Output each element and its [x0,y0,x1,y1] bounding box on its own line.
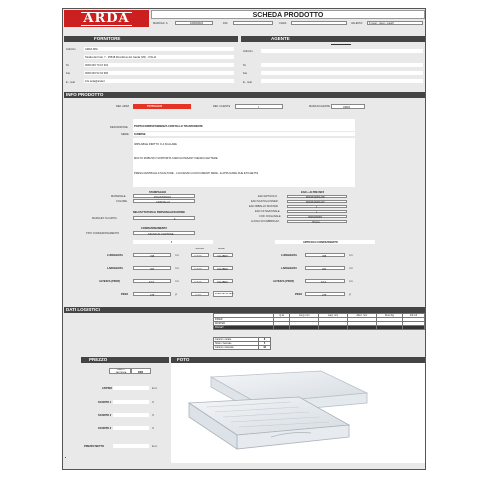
franco-value: DDP [138,370,144,374]
logistici-cell[interactable] [290,326,319,330]
prezzo-unit: Euro [152,445,158,448]
logistici-col: Larg. mm [319,314,347,318]
ean-label: EAN IMBALLO MASTER [249,205,278,208]
summary-label: Cartoni x bancale [214,346,259,350]
ean-value: 3926100000 [308,215,323,219]
ean-value: ITALIA [312,220,320,224]
dim-tol-field [191,279,209,283]
logistici-col: Q.ta [274,314,290,318]
agente-label: Fax [243,72,248,75]
agente-tel-field[interactable] [261,63,423,67]
colore-value: CRISTALLO [156,200,171,204]
dim-tol: +/- 3% [195,293,201,296]
prezzo-unit: % [152,427,155,430]
franco-label-box [109,368,131,374]
prezzo-unit: % [152,414,155,417]
marca-field[interactable] [331,104,365,109]
dim-value: 338 [150,254,155,258]
tipo-conf-label: TIPO CONFEZIONAMENTO [86,232,120,235]
dim-value-field[interactable] [133,292,171,296]
dim-tol-field [191,253,209,257]
fornitore-block [64,43,238,89]
prezzo-input[interactable] [113,413,149,417]
dim-right-field[interactable] [305,279,345,283]
dim-value-field[interactable] [133,253,171,257]
dati-logistici-heading: DATI LOGISTICI [64,307,426,313]
ean-label: LUOGO DI FABBRICAZ. [251,220,280,223]
dim-unit: mm [175,254,179,257]
dim-right-value: 67,0 [321,280,327,284]
fornitore-email-field[interactable] [84,79,234,83]
serie-field[interactable] [133,132,355,136]
dim-label-right: ALTEZZA (PROF) [273,280,295,283]
foto-heading-text: FOTO [177,357,190,362]
header-field-value: 16/03/2024 [190,22,203,25]
letter-tray-image [171,363,425,463]
summary-label: Cartoni x strato [214,338,259,342]
product-photo [171,363,425,463]
header-fields [151,20,425,27]
fornitore-tel-field[interactable] [84,63,234,67]
prezzo-label: SCONTO 2 [98,414,112,417]
logistici-col: Vol.m3 [402,314,424,318]
table-row [214,346,271,350]
fornitore-tel: 0039 045 70 10 391 [85,63,109,67]
logistici-col: Lung. mm [290,314,319,318]
ean-field[interactable] [287,205,347,209]
prezzo-block [81,363,169,451]
serie-value: SUNRISE [134,132,146,136]
ean-label: COD. DOGANALE [259,215,281,218]
tipo-conf-value: SFUSO IN CARTONE [148,232,174,236]
info-prodotto-heading: INFO PRODOTTO [64,92,426,98]
header-field-label: VALIDITA': [351,21,364,25]
arda-logo [64,10,149,27]
ean-field[interactable] [287,195,347,199]
tipo-conf-field[interactable] [133,231,195,235]
dim-label: LUNGHEZZA [107,254,123,257]
dim-met: CALIBRO [217,267,229,271]
agente-block [241,43,426,89]
logistici-cell: INNER [214,318,274,322]
colore-field[interactable] [133,199,195,203]
dims-left-heading [133,240,213,244]
fornitore-label: E - mail [66,81,75,84]
dim-unit: mm [175,267,179,270]
agente-label: E - mail [243,81,252,84]
prezzo-heading-text: PREZZO [89,357,108,362]
ref-arda-label: REF. ARDA [116,105,130,108]
franco-value-box[interactable] [131,368,151,374]
materiale-value: POLISTIROLO [154,195,172,199]
ref-arda-field[interactable] [133,104,191,109]
logistici-col: Peso Kg [376,314,402,318]
logo-text: ARDA [83,10,130,26]
dim-unit: gr [175,293,178,296]
descrizione-field[interactable] [133,119,355,131]
dim-right-unit: mm [349,280,353,283]
logistici-cell: MASTER [214,322,274,326]
dim-label-right: LUNGHEZZA [281,254,297,257]
summary-value[interactable]: 8 [259,338,271,342]
confezionamento-heading: CONFEZIONAMENTO [141,227,168,230]
dim-label: LARGHEZZA [107,267,123,270]
header-field-box[interactable] [291,21,347,25]
dim-right-field[interactable] [305,292,345,296]
fornitore-heading [64,36,238,42]
prezzo-input[interactable] [113,444,149,448]
prezzo-label: LISTINO [102,387,113,390]
marchio-label: MARCHIO SU ARTIC. [92,217,118,220]
agente-fax-field[interactable] [261,71,423,75]
dim-right-value: 338 [322,254,327,258]
header-field-box[interactable] [233,21,273,25]
marca-label: MARCA/CLIENTE [309,105,331,108]
header-field-box[interactable] [175,21,213,25]
fornitore-label: Indirizzo [66,48,76,51]
feature-line: MOLTO ROBUSTO SOPPORTA CARICHI PESANTI SENZA FLETTERE [134,157,218,160]
marchio-value: F [174,217,176,221]
dims-table [63,252,426,308]
prezzo-input[interactable] [113,426,149,430]
header-field-label: DIA: [223,21,229,25]
ean-block [223,195,373,231]
dim-met: CALIBRO [217,254,229,258]
agente-address-field[interactable] [261,49,423,53]
dim-met-field [213,266,233,270]
agente-heading-text: AGENTE [271,36,290,41]
dim-label-right: LARGHEZZA [281,267,297,270]
agente-label: Tel [243,64,247,67]
prezzo-input[interactable] [113,400,149,404]
ean-label: EAN SCATOLA INNER [251,200,278,203]
prezzo-input[interactable] [113,386,149,390]
ean-field[interactable] [287,215,347,219]
dims-left-heading-text: 0 [171,240,173,244]
fornitore-name-field[interactable] [84,47,234,51]
feature-line: PRESA CENTRALE A'SCALTURE - L'ACCESSO AI DOCUMENTI SEDE - E APPLICARE DUE ETICHETTE [134,172,259,175]
fornitore-name: ARDA SPA [85,47,98,51]
prezzo-label: PREZZO NETTO [84,445,104,448]
fornitore-email: info.arda@arda.it [85,79,105,83]
dim-right-field[interactable] [305,253,345,257]
prezzo-label: SCONTO 3 [98,427,112,430]
marca-value: ARDA [343,105,351,109]
descrizione-value: PORTACORRISPONDENZA CRISTALLO TRASPARENTE [134,125,203,128]
logistici-cell[interactable] [376,326,402,330]
fornitore-address: Strada dei Frati, 7 - 35548 Roncilione del Garda (VR) - ITALIA [85,55,157,59]
dim-right-field[interactable] [305,266,345,270]
prezzo-unit: % [152,401,155,404]
ean-value: 0 [316,205,318,209]
prezzo-label: SCONTO 1 [98,401,112,404]
dim-met: BILANCIA DIGITALE [215,293,234,296]
agente-label: Indirizzo [243,50,253,53]
ean-value: 8003444001207 [306,200,325,204]
tolleranza-label: Tolleranza [195,248,205,250]
fornitore-heading-text: FORNITORE [94,36,121,41]
dim-value-field[interactable] [133,279,171,283]
header-field-value: 6 mesi - mesi - mesi6 [369,22,394,25]
fornitore-fax-field[interactable] [84,71,234,75]
dim-tol: +/- 0,5% [194,254,202,257]
header-field-label: CARA: [279,21,287,25]
ean-value: 0 [316,210,318,214]
dim-label: ALTEZZA (PROF) [99,280,121,283]
ref-cliente-label: REF. CLIENTE [213,105,231,108]
ean-field[interactable] [287,220,347,224]
fornitore-label: Tel [66,64,70,67]
dim-value-field[interactable] [133,266,171,270]
stampaggio-heading: STAMPAGGIO [149,191,167,194]
ref-cliente-field[interactable] [235,104,283,109]
franco-label: FRANCO PARTENZA [115,369,127,374]
dim-met-field [213,279,233,283]
dim-met-field [213,253,233,257]
descrizione-label: DESCRIZIONE [110,126,128,129]
fornitore-address-field[interactable] [84,55,234,59]
ean-value: 8003444001206 [306,195,325,199]
dim-value: 260 [150,267,155,271]
agente-email-field[interactable] [261,79,423,83]
dim-met: CALIBRO [217,280,229,284]
dim-right-unit: gr [349,293,352,296]
dim-label-right: PESO [295,293,303,296]
header-field-box[interactable] [367,21,423,25]
dim-right-unit: mm [349,254,353,257]
ean-field[interactable] [287,200,347,204]
logistici-col: Altez. mm [347,314,376,318]
materiale-field[interactable] [133,194,195,198]
dim-right-value: 275 [322,293,327,297]
marchio-field[interactable] [133,216,195,220]
personalizzazione-heading: NELUSYTATURA E PERSONALIZZAZIONE [133,211,185,214]
dim-tol-field [191,266,209,270]
table-row [214,326,425,330]
summary-value[interactable]: 40 [259,346,271,350]
summary-value[interactable]: 5 [259,342,271,346]
dims-right-heading-text: ARTICOLO CONFEZIONATO [303,240,338,244]
materiale-label: MATERIALE [111,195,126,198]
logistici-summary [213,337,271,350]
page-title: SCHEDA PRODOTTO [151,10,425,19]
corner-mark [65,457,66,458]
features-box [133,138,355,187]
dim-value: 67,0 [149,280,155,284]
header-field-label: MAROGA: 6. [153,21,169,25]
prezzo-unit: Euro [152,387,158,390]
fornitore-label: Fax [66,72,71,75]
fornitore-fax: 0039 045 53 02 966 [85,71,109,75]
dim-unit: mm [175,280,179,283]
ref-cliente-value: 0 [258,105,260,109]
serie-label: SERIE [121,133,129,136]
dim-met-field [213,291,233,297]
feature-line: IMPILABILE DIRITTO O A SCALARE [134,143,177,146]
ean-label: EAN ARTICOLO [258,195,278,198]
agente-heading [241,36,426,42]
logistici-cell: PALLET [214,326,274,330]
logistici-cell[interactable] [274,326,290,330]
colore-label: COLORE [116,200,127,203]
logistici-cell[interactable] [402,326,424,330]
dims-right-heading [275,240,375,244]
dim-tol-field [191,292,209,296]
logistici-table [213,313,425,330]
ref-arda-value: TR755LGCR [147,105,163,108]
logistici-cell[interactable] [319,326,347,330]
product-sheet [62,8,426,470]
dim-right-value: 260 [322,267,327,271]
ean-heading: EAN + ALTRE INFZ [301,191,325,194]
ean-field[interactable] [287,210,347,214]
metodo-label: Metodo [218,248,225,250]
agente-divider [331,44,351,45]
dim-label: PESO [121,293,129,296]
dim-tol: +/- 0,5% [194,267,202,270]
dim-value: 275 [150,293,155,297]
dim-tol: +/- 0,5% [194,280,202,283]
ean-label: EAN CF.NAZIONALE [255,210,280,213]
summary-label: Strati x bancale [214,342,259,346]
logistici-cell[interactable] [347,326,376,330]
dim-right-unit: mm [349,267,353,270]
